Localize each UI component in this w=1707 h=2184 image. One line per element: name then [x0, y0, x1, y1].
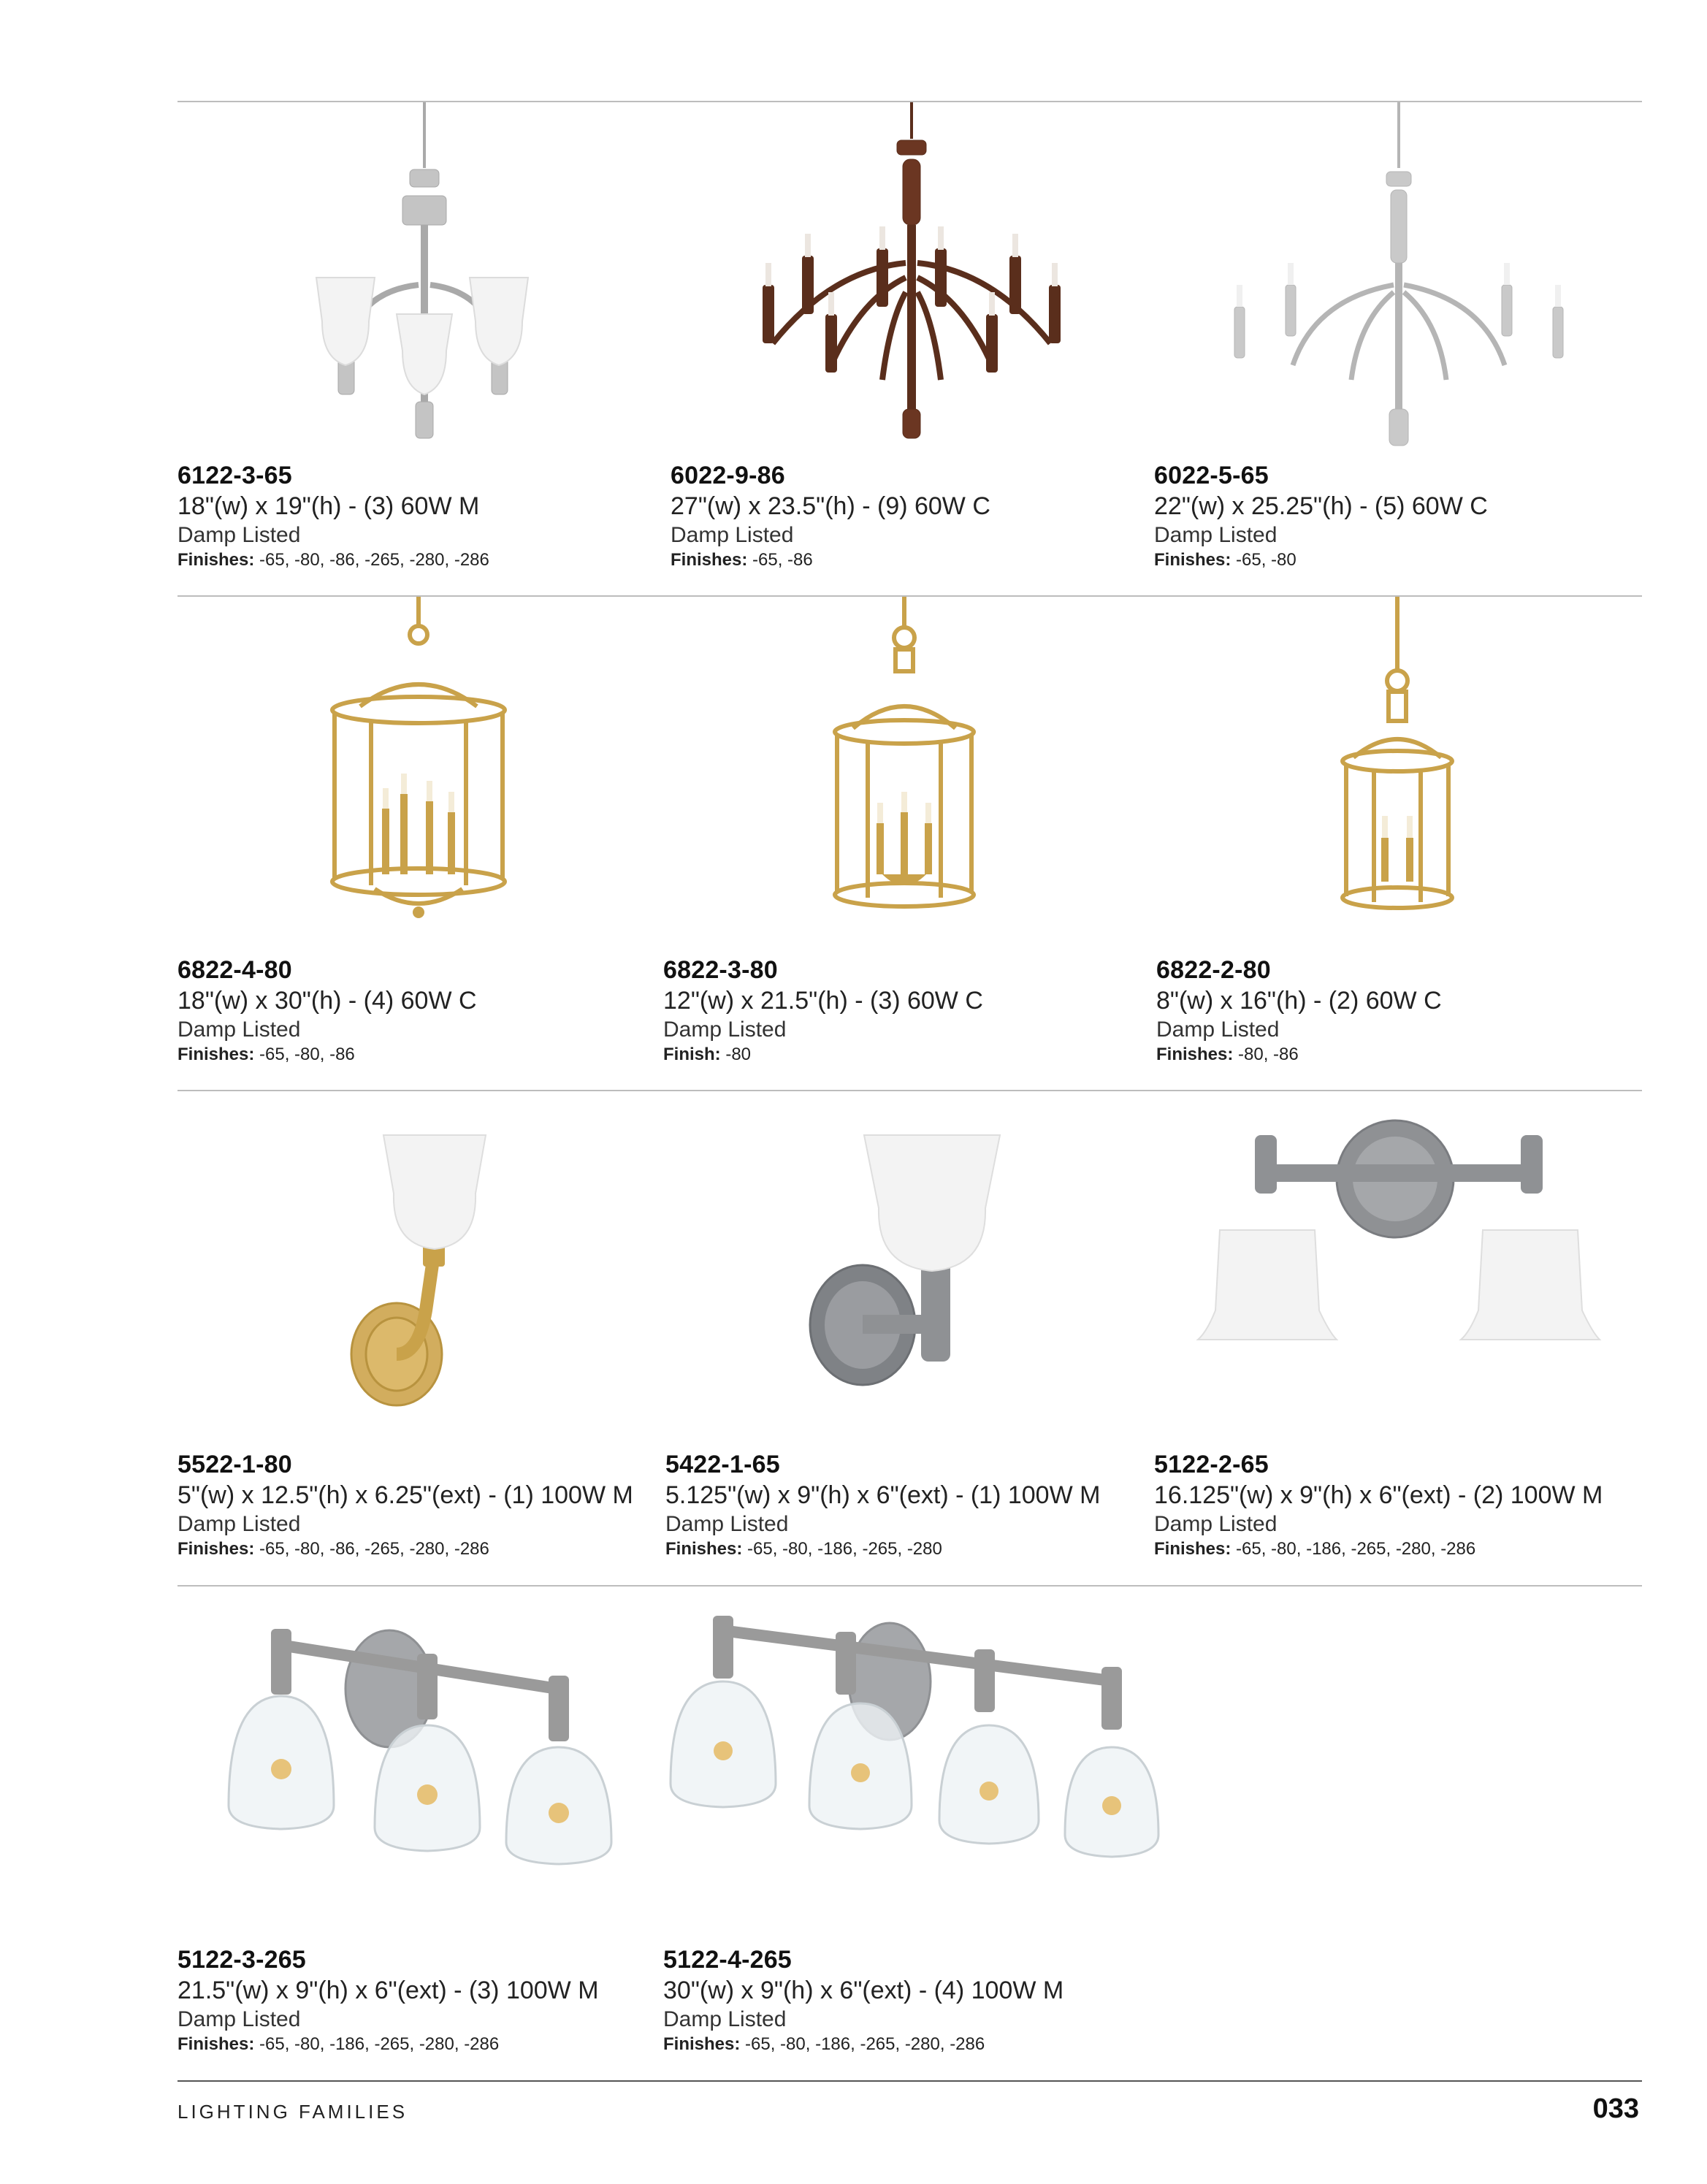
product-finishes: Finishes: -65, -80 — [1154, 550, 1297, 570]
product-finishes: Finish: -80 — [663, 1045, 752, 1064]
vanity-light-icon — [663, 1587, 1175, 1952]
product-5122-4-265 — [663, 1587, 1175, 2069]
product-finishes: Finishes: -65, -80, -186, -265, -280 — [665, 1539, 942, 1559]
damp-listing: Damp Listed — [1156, 1017, 1280, 1042]
product-6022-9-86 — [671, 102, 1138, 584]
section-title: LIGHTING FAMILIES — [177, 2101, 408, 2123]
product-5522-1-80 — [177, 1091, 645, 1573]
wall-sconce-icon — [665, 1091, 1133, 1456]
product-sku: 5122-4-265 — [663, 1946, 792, 1974]
damp-listing: Damp Listed — [177, 1512, 301, 1536]
product-dimensions: 16.125"(w) x 9"(h) x 6"(ext) - (2) 100W M — [1154, 1481, 1603, 1509]
product-finishes: Finishes: -80, -86 — [1156, 1045, 1299, 1064]
product-dimensions: 12"(w) x 21.5"(h) - (3) 60W C — [663, 987, 983, 1015]
product-6122-3-65 — [177, 102, 645, 584]
damp-listing: Damp Listed — [1154, 523, 1278, 547]
product-dimensions: 18"(w) x 30"(h) - (4) 60W C — [177, 987, 477, 1015]
product-sku: 6822-4-80 — [177, 956, 292, 984]
product-5122-3-265 — [177, 1587, 674, 2069]
product-sku: 6022-5-65 — [1154, 462, 1269, 489]
product-6822-3-80 — [663, 597, 1131, 1079]
product-6822-2-80 — [1156, 597, 1624, 1079]
product-sku: 5422-1-65 — [665, 1451, 780, 1478]
wall-sconce-icon — [177, 1091, 645, 1456]
lantern-pendant-icon — [663, 597, 1131, 962]
damp-listing: Damp Listed — [1154, 1512, 1278, 1536]
product-dimensions: 8"(w) x 16"(h) - (2) 60W C — [1156, 987, 1442, 1015]
product-sku: 5122-2-65 — [1154, 1451, 1269, 1478]
product-finishes: Finishes: -65, -80, -86, -265, -280, -286 — [177, 550, 489, 570]
product-sku: 6822-3-80 — [663, 956, 778, 984]
damp-listing: Damp Listed — [665, 1512, 789, 1536]
lantern-pendant-icon — [177, 597, 645, 962]
product-dimensions: 27"(w) x 23.5"(h) - (9) 60W C — [671, 492, 990, 520]
damp-listing: Damp Listed — [177, 523, 301, 547]
product-finishes: Finishes: -65, -80, -86 — [177, 1045, 355, 1064]
damp-listing: Damp Listed — [663, 2007, 787, 2031]
page-number: 033 — [1592, 2093, 1639, 2124]
product-finishes: Finishes: -65, -80, -186, -265, -280, -286 — [177, 2034, 500, 2054]
product-finishes: Finishes: -65, -80, -86, -265, -280, -286 — [177, 1539, 489, 1559]
product-5422-1-65 — [665, 1091, 1133, 1573]
product-sku: 6022-9-86 — [671, 462, 785, 489]
product-sku: 6122-3-65 — [177, 462, 292, 489]
damp-listing: Damp Listed — [177, 1017, 301, 1042]
damp-listing: Damp Listed — [663, 1017, 787, 1042]
product-finishes: Finishes: -65, -80, -186, -265, -280, -286 — [1154, 1539, 1476, 1559]
product-6022-5-65 — [1154, 102, 1622, 584]
product-dimensions: 18"(w) x 19"(h) - (3) 60W M — [177, 492, 480, 520]
damp-listing: Damp Listed — [177, 2007, 301, 2031]
product-finishes: Finishes: -65, -86 — [671, 550, 813, 570]
damp-listing: Damp Listed — [671, 523, 794, 547]
product-sku: 6822-2-80 — [1156, 956, 1271, 984]
product-5122-2-65 — [1154, 1091, 1622, 1573]
lantern-pendant-icon — [1156, 597, 1624, 962]
product-6822-4-80 — [177, 597, 645, 1079]
product-sku: 5522-1-80 — [177, 1451, 292, 1478]
chandelier-icon — [671, 102, 1138, 467]
vanity-light-icon — [177, 1587, 674, 1952]
product-dimensions: 5.125"(w) x 9"(h) x 6"(ext) - (1) 100W M — [665, 1481, 1101, 1509]
product-sku: 5122-3-265 — [177, 1946, 306, 1974]
footer-divider — [177, 2080, 1642, 2082]
chandelier-icon — [177, 102, 645, 467]
product-finishes: Finishes: -65, -80, -186, -265, -280, -286 — [663, 2034, 985, 2054]
product-dimensions: 22"(w) x 25.25"(h) - (5) 60W C — [1154, 492, 1488, 520]
product-dimensions: 30"(w) x 9"(h) x 6"(ext) - (4) 100W M — [663, 1977, 1064, 2004]
product-dimensions: 5"(w) x 12.5"(h) x 6.25"(ext) - (1) 100W M — [177, 1481, 633, 1509]
vanity-light-icon — [1154, 1091, 1622, 1456]
chandelier-icon — [1154, 102, 1622, 467]
product-dimensions: 21.5"(w) x 9"(h) x 6"(ext) - (3) 100W M — [177, 1977, 599, 2004]
